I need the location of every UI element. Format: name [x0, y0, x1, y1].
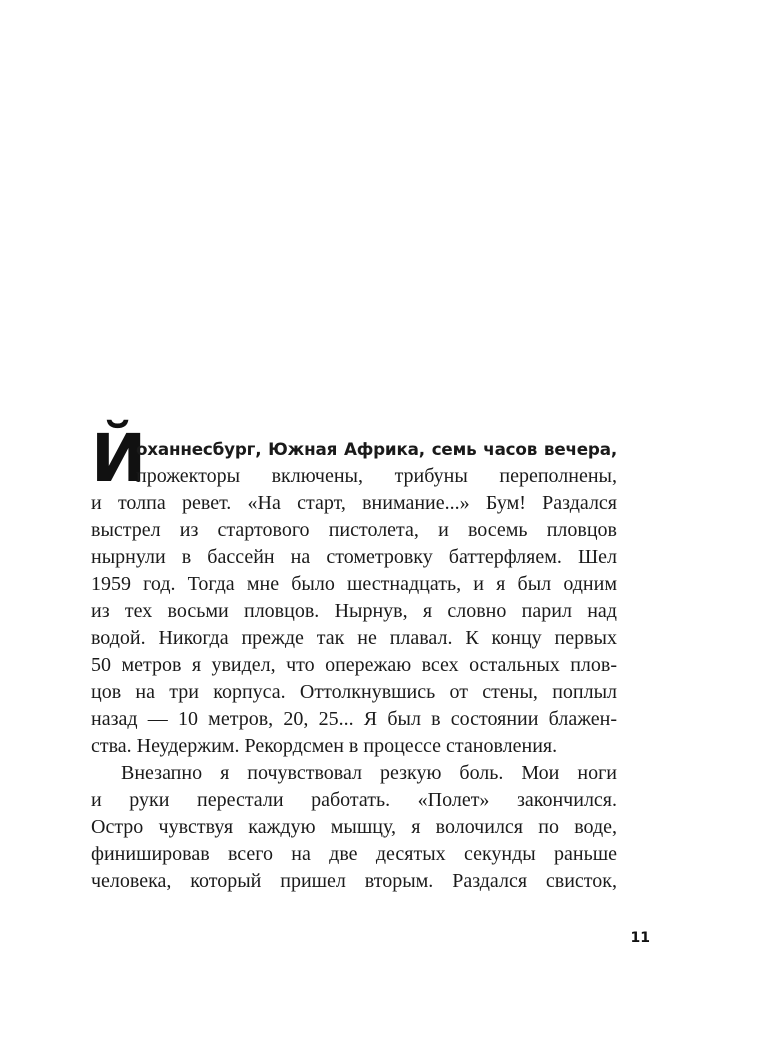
- text-line: назад — 10 метров, 20, 25... Я был в состоянии блажен-: [91, 708, 617, 730]
- text-line: 50 метров я увидел, что опережаю всех остальных плов-: [91, 654, 617, 676]
- text-line: цов на три корпуса. Оттолкнувшись от стены, поплыл: [91, 681, 617, 703]
- text-line: финишировав всего на две десятых секунды раньше: [91, 843, 617, 865]
- text-line: и руки перестали работать. «Полет» закончился.: [91, 789, 617, 811]
- text-line: 1959 год. Тогда мне было шестнадцать, и я был одним: [91, 573, 617, 595]
- drop-cap: Й: [91, 420, 147, 497]
- text-line: и толпа ревет. «На старт, внимание...» Бум! Раздался: [91, 492, 617, 514]
- paragraph-2: [91, 760, 617, 895]
- text-line: водой. Никогда прежде так не плавал. К концу первых: [91, 627, 617, 649]
- text-line: оханнесбург, Южная Африка, семь часов вечера,: [136, 439, 617, 459]
- page-number: 11: [630, 930, 650, 946]
- paragraph-1: [91, 436, 617, 760]
- text-line: из тех восьми пловцов. Нырнув, я словно парил над: [91, 600, 617, 622]
- text-line: Остро чувствуя каждую мышцу, я волочился по воде,: [91, 816, 617, 838]
- body-text: [91, 436, 617, 895]
- text-line: человека, который пришел вторым. Раздался свисток,: [91, 870, 617, 892]
- text-line: ства. Неудержим. Рекордсмен в процессе становления.: [91, 735, 558, 757]
- text-line: выстрел из стартового пистолета, и восемь пловцов: [91, 519, 617, 541]
- text-line: нырнули в бассейн на стометровку баттерфляем. Шел: [91, 546, 617, 568]
- text-line: прожекторы включены, трибуны переполнены,: [136, 465, 617, 487]
- text-line: Внезапно я почувствовал резкую боль. Мои ноги: [121, 762, 617, 784]
